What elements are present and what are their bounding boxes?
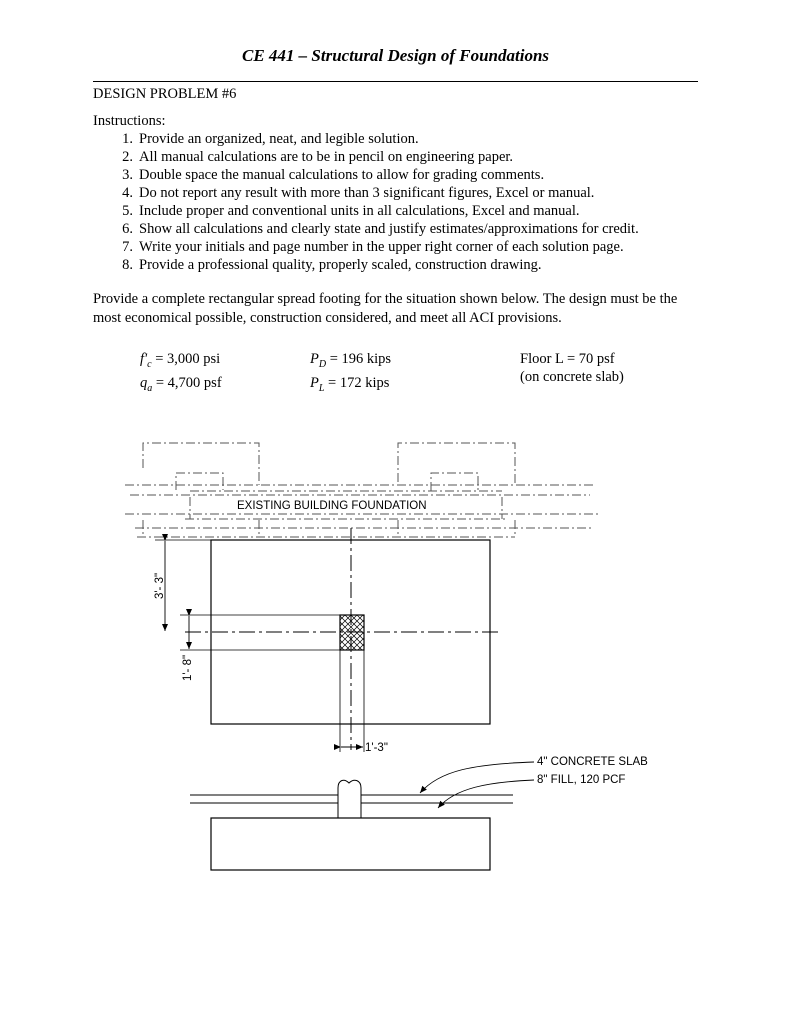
list-item-number: 6. xyxy=(122,221,133,237)
list-item-text: Do not report any result with more than 3 significant figures, Excel or manual. xyxy=(139,185,595,201)
dim-3-3-label: 3'- 3" xyxy=(154,572,166,600)
floor-note: (on concrete slab) xyxy=(520,369,624,385)
given-dead-load: $P_D = 196$ kips xyxy=(310,351,392,370)
given-live-load: $P_L = 172$ kips xyxy=(310,374,390,394)
list-item-text: All manual calculations are to be in pencil on engineering paper. xyxy=(139,149,514,165)
problem-heading: DESIGN PROBLEM #6 xyxy=(93,86,237,102)
dim-1-3-label: 1'-3" xyxy=(365,742,388,754)
list-item-text: Provide a professional quality, properly scaled, construction drawing. xyxy=(139,257,542,273)
problem-description: Provide a complete rectangular spread footing for the situation shown below. The design must be the most economical possible, construction considered, and meet all ACI provisions. xyxy=(93,291,678,326)
fill-leader xyxy=(438,780,534,808)
list-item-number: 3. xyxy=(122,167,133,183)
section-view xyxy=(190,780,513,870)
given-qa: $q_a = 4,700$ psf xyxy=(140,374,222,394)
floor-load: Floor L = 70 psf xyxy=(520,351,615,367)
document-title: CE 441 – Structural Design of Foundations xyxy=(241,46,550,65)
list-item-number: 8. xyxy=(122,257,133,273)
list-item-text: Include proper and conventional units in all calculations, Excel and manual. xyxy=(139,203,580,219)
list-item-text: Write your initials and page number in the upper right corner of each solution page. xyxy=(139,239,624,255)
column xyxy=(340,615,364,650)
instructions-label: Instructions: xyxy=(93,113,166,129)
given-fc: $f'_c = 3,000$ psi xyxy=(140,351,221,370)
fill-label: 8" FILL, 120 PCF xyxy=(537,774,626,786)
list-item-number: 2. xyxy=(122,149,133,165)
list-item-number: 4. xyxy=(122,185,133,201)
existing-foundation-label: EXISTING BUILDING FOUNDATION xyxy=(237,500,427,512)
list-item-text: Show all calculations and clearly state and justify estimates/approximations for credit. xyxy=(139,221,639,237)
list-item-text: Double space the manual calculations to allow for grading comments. xyxy=(139,167,545,183)
list-item-number: 1. xyxy=(122,131,133,147)
slab-label: 4" CONCRETE SLAB xyxy=(537,756,648,768)
list-item-text: Provide an organized, neat, and legible solution. xyxy=(139,131,419,147)
slab-leader xyxy=(420,762,534,793)
list-item-number: 7. xyxy=(122,239,133,255)
extension-lines xyxy=(155,540,364,752)
existing-foundation-outline xyxy=(125,443,598,537)
list-item-number: 5. xyxy=(122,203,133,219)
dim-1-8-label: 1'- 8" xyxy=(182,654,194,682)
